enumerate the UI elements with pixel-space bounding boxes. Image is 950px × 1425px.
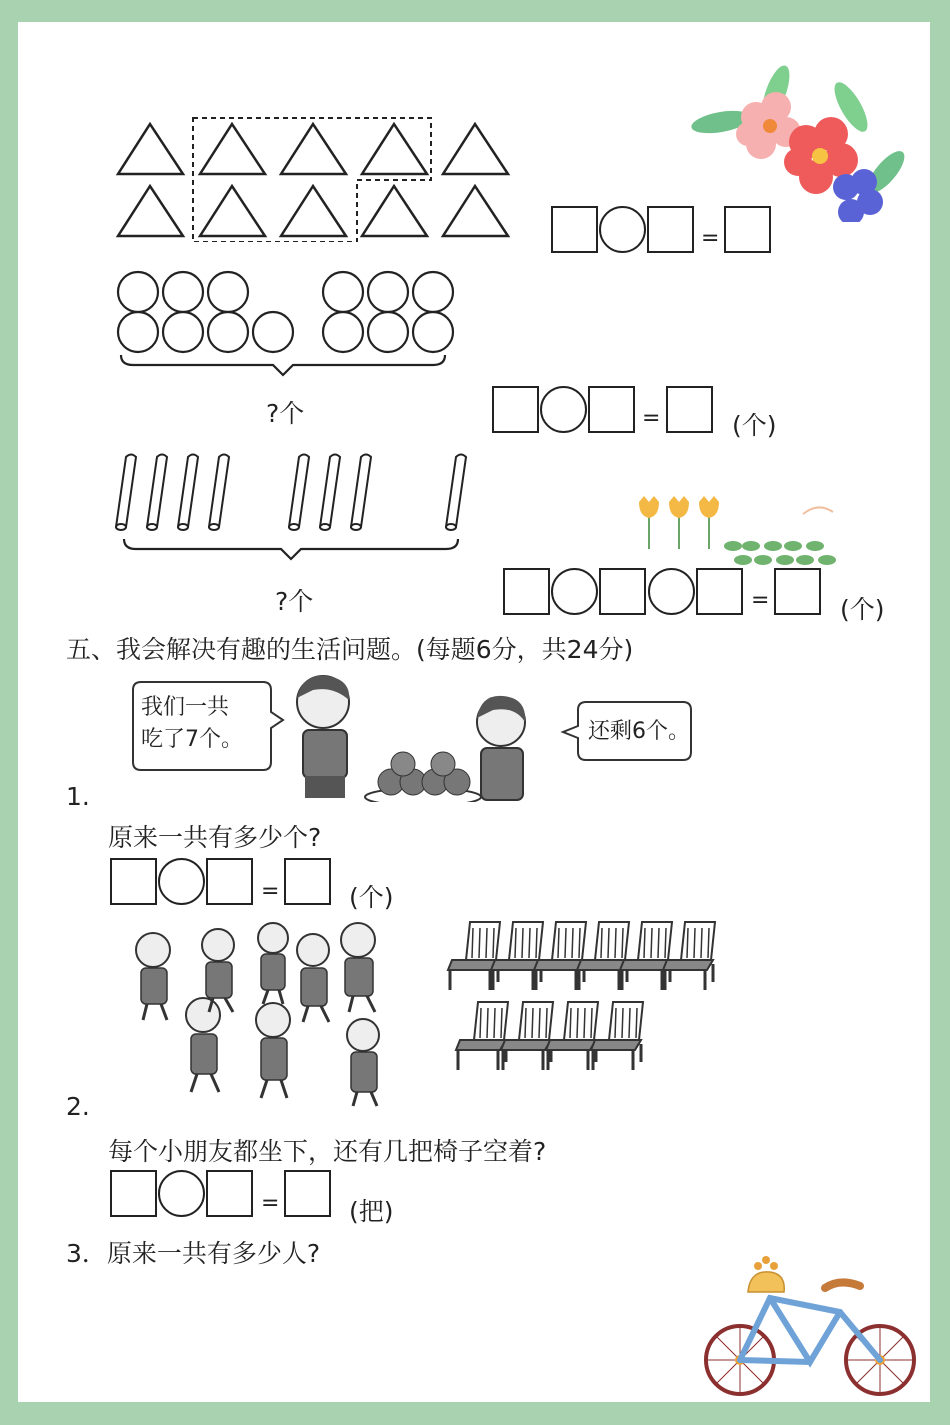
flower-decoration-icon — [686, 62, 906, 222]
triangles-figure — [113, 112, 523, 242]
problem-number: 2. — [66, 1092, 90, 1121]
unit-label: (把) — [349, 1197, 394, 1226]
equals-sign: = — [701, 226, 720, 251]
sticks-brace-label: ?个 — [275, 587, 314, 616]
section-heading: 五、我会解决有趣的生活问题。(每题6分，共24分) — [66, 635, 634, 664]
bicycle-decoration-icon — [700, 1252, 925, 1402]
problem-3-text: 3．原来一共有多少人? — [66, 1239, 321, 1268]
answer-box[interactable] — [110, 858, 157, 905]
chairs-illustration — [446, 918, 736, 1098]
children-illustration — [123, 920, 393, 1110]
answer-box[interactable] — [774, 568, 821, 615]
girl-illustration — [477, 696, 525, 800]
equals-sign: = — [642, 406, 661, 431]
answer-box[interactable] — [724, 206, 771, 253]
answer-box[interactable] — [284, 1170, 331, 1217]
apple-plate-illustration — [365, 752, 481, 802]
equals-sign: = — [261, 1191, 280, 1216]
operator-circle[interactable] — [158, 858, 205, 905]
circles-brace-label: ?个 — [266, 399, 305, 428]
answer-box[interactable] — [206, 1170, 253, 1217]
operator-circle[interactable] — [551, 568, 598, 615]
boy-illustration — [297, 675, 349, 798]
equals-sign: = — [261, 879, 280, 904]
answer-box[interactable] — [666, 386, 713, 433]
girl-speech-bubble: 还剩6个。 — [588, 719, 690, 744]
problem-question: 每个小朋友都坐下，还有几把椅子空着? — [108, 1137, 547, 1166]
unit-label: (个) — [840, 595, 885, 624]
unit-label: (个) — [349, 883, 394, 912]
operator-circle[interactable] — [599, 206, 646, 253]
tulip-sprout-decoration-icon — [633, 494, 843, 566]
unit-label: (个) — [732, 411, 777, 440]
answer-box[interactable] — [492, 386, 539, 433]
answer-box[interactable] — [599, 568, 646, 615]
worksheet-page — [18, 22, 930, 1402]
equals-sign: = — [751, 588, 770, 613]
answer-box[interactable] — [284, 858, 331, 905]
answer-box[interactable] — [206, 858, 253, 905]
answer-box[interactable] — [696, 568, 743, 615]
answer-box[interactable] — [110, 1170, 157, 1217]
answer-box[interactable] — [551, 206, 598, 253]
circles-figure — [113, 267, 463, 377]
operator-circle[interactable] — [158, 1170, 205, 1217]
answer-box[interactable] — [503, 568, 550, 615]
problem-number: 1. — [66, 782, 90, 811]
sticks-figure — [106, 447, 476, 577]
operator-circle[interactable] — [648, 568, 695, 615]
operator-circle[interactable] — [540, 386, 587, 433]
boy-speech-bubble: 我们一共 吃了7个。 — [141, 695, 243, 752]
problem-question: 原来一共有多少个? — [108, 823, 322, 852]
answer-box[interactable] — [588, 386, 635, 433]
answer-box[interactable] — [647, 206, 694, 253]
